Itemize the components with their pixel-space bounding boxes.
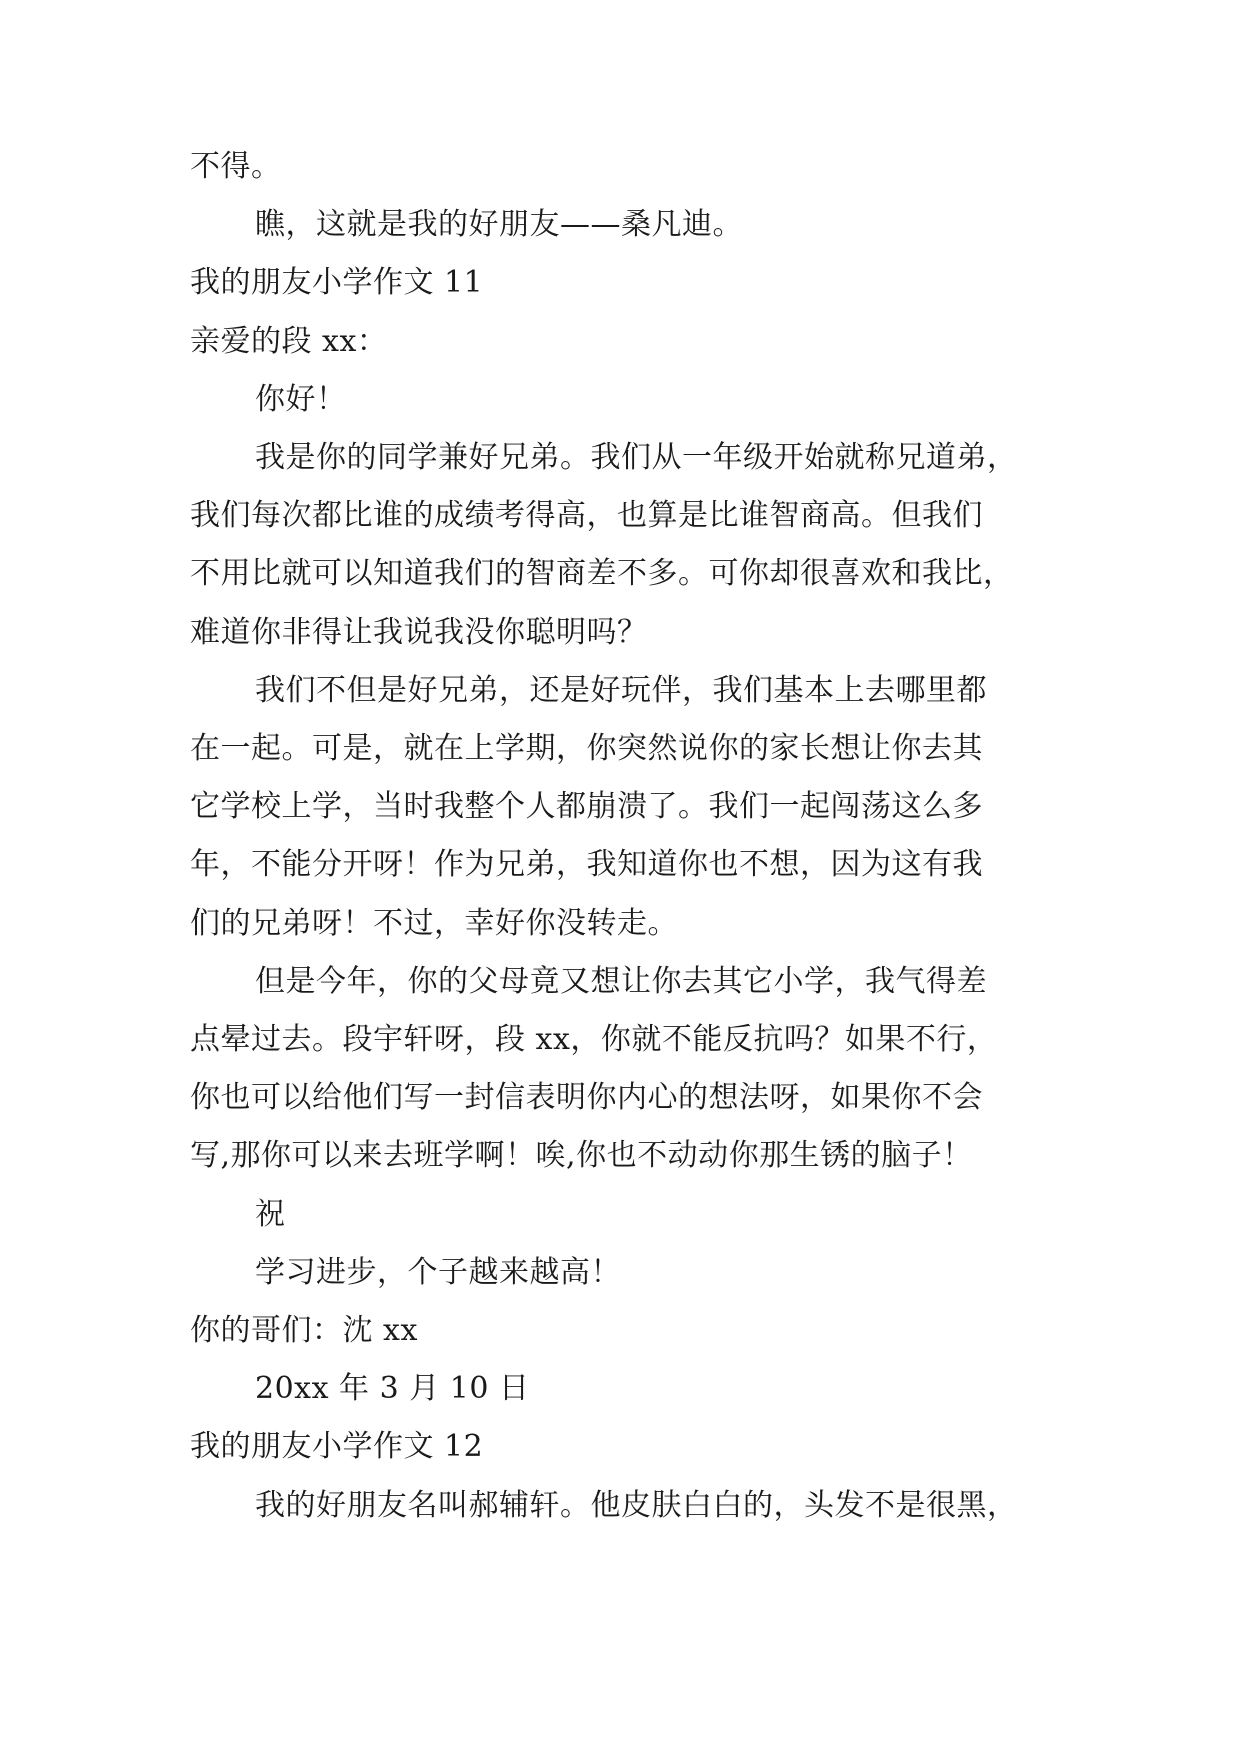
text-line: 学习进步，个子越来越高！ xyxy=(255,1255,621,1290)
text-line: 在一起。可是，就在上学期，你突然说你的家长想让你去其 xyxy=(190,731,983,766)
text-line: 我的朋友小学作文 11 xyxy=(190,265,484,300)
text-line: 们的兄弟呀！不过，幸好你没转走。 xyxy=(190,906,678,941)
text-line: 点晕过去。段宇轩呀，段 xx，你就不能反抗吗？如果不行， xyxy=(190,1022,998,1057)
text-line: 年，不能分开呀！作为兄弟，我知道你也不想，因为这有我 xyxy=(190,847,983,882)
text-line: 不用比就可以知道我们的智商差不多。可你却很喜欢和我比， xyxy=(190,556,1014,591)
text-line: 我们不但是好兄弟，还是好玩伴，我们基本上去哪里都 xyxy=(255,673,987,708)
text-line: 你也可以给他们写一封信表明你内心的想法呀，如果你不会 xyxy=(190,1080,983,1115)
text-line: 我是你的同学兼好兄弟。我们从一年级开始就称兄道弟， xyxy=(255,440,1018,475)
text-line: 我们每次都比谁的成绩考得高，也算是比谁智商高。但我们 xyxy=(190,498,983,533)
text-line: 我的朋友小学作文 12 xyxy=(190,1429,484,1464)
text-line: 你的哥们：沈 xx xyxy=(190,1313,418,1348)
text-line: 不得。 xyxy=(190,149,282,184)
text-line: 写,那你可以来去班学啊！唉,你也不动动你那生锈的脑子！ xyxy=(190,1138,973,1173)
text-line: 它学校上学，当时我整个人都崩溃了。我们一起闯荡这么多 xyxy=(190,789,983,824)
text-line: 20xx 年 3 月 10 日 xyxy=(255,1371,530,1406)
text-line: 你好！ xyxy=(255,382,347,417)
text-line: 瞧，这就是我的好朋友——桑凡迪。 xyxy=(255,207,743,242)
text-line: 但是今年，你的父母竟又想让你去其它小学，我气得差 xyxy=(255,964,987,999)
text-line: 亲爱的段 xx： xyxy=(190,324,388,359)
text-line: 我的好朋友名叫郝辅轩。他皮肤白白的，头发不是很黑， xyxy=(255,1488,1018,1523)
text-line: 祝 xyxy=(255,1197,286,1232)
text-line: 难道你非得让我说我没你聪明吗？ xyxy=(190,615,648,650)
